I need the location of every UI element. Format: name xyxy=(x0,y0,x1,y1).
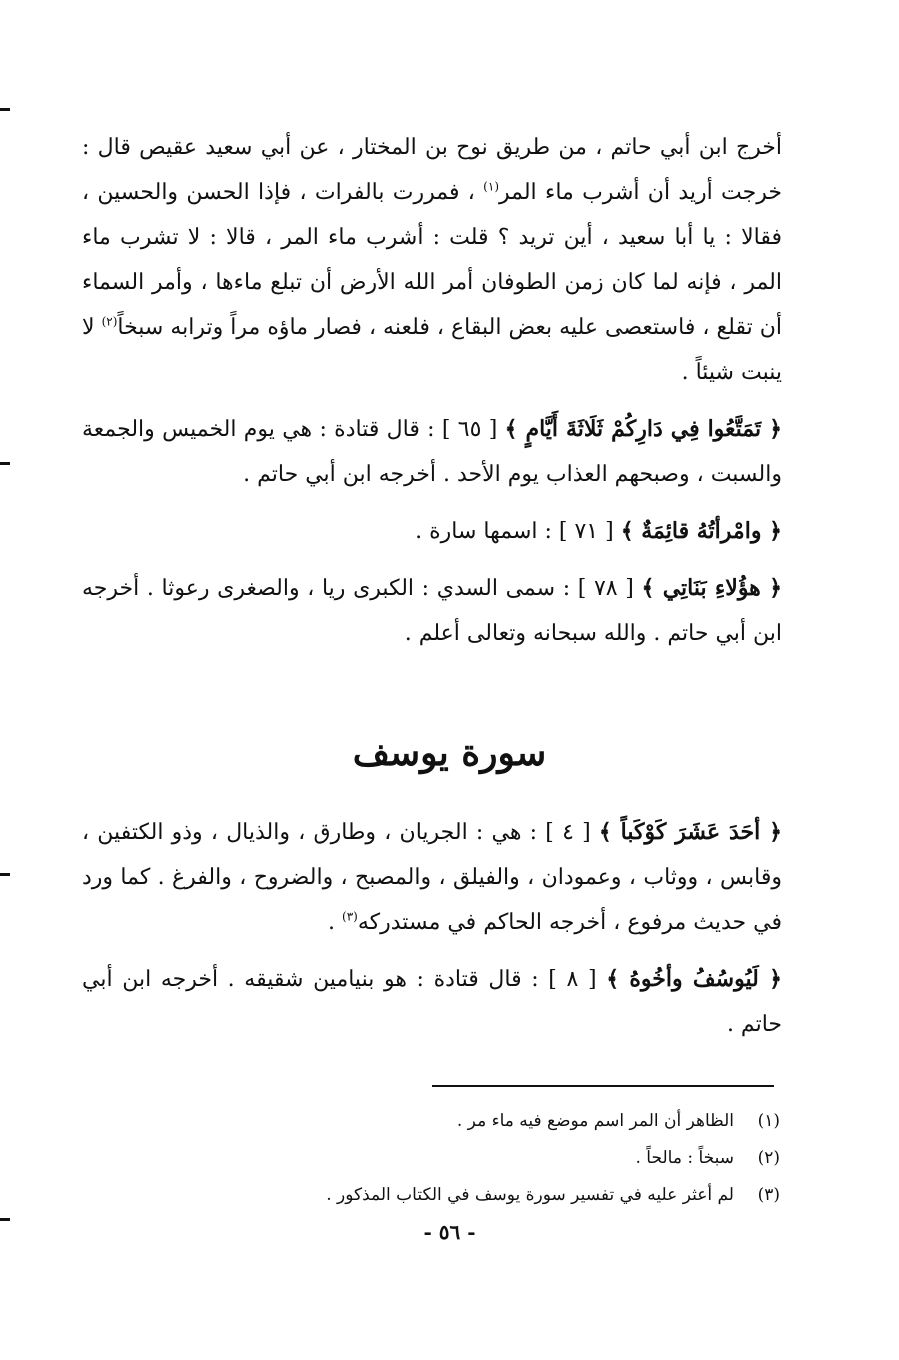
paragraph-three-days xyxy=(82,407,782,497)
verse-quote: ﴿ وامْرأتُهُ قائِمَةٌ ﴾ xyxy=(620,518,782,544)
paragraph-wife-standing xyxy=(82,509,782,554)
footnote-item xyxy=(300,1140,780,1177)
footnote-item xyxy=(300,1103,780,1140)
page-number: - ٥٦ - xyxy=(423,1220,476,1244)
paragraph-text: [ ٤ ] : هي : الجريان ، وطارق ، والذيال ، وذو الكتفين ، وقابس ، ووثاب ، وعمودان ، والفيلق ، والمصبح ، والضروح ، والفرغ . كما ورد في حديث مرفوع ، أخرجه الحاكم في مستدركه xyxy=(82,820,782,935)
margin-mark xyxy=(0,462,10,465)
paragraph-text: أخرج ابن أبي حاتم ، من طريق نوح بن المختار ، عن أبي سعيد عقيص قال : خرجت أريد أن أشرب ماء المر xyxy=(82,135,782,205)
footnote-text: لم أعثر عليه في تفسير سورة يوسف في الكتاب المذكور . xyxy=(326,1185,734,1205)
section-hud-end xyxy=(82,125,782,656)
paragraph-text: [ ٦٥ ] : قال قتادة : هي يوم الخميس والجمعة والسبت ، وصبحهم العذاب يوم الأحد . أخرجه ابن أبي حاتم . xyxy=(82,417,782,487)
footnotes xyxy=(300,1103,780,1214)
verse-quote: ﴿ تَمَتَّعُوا فِي دَارِكُمْ ثَلَاثَةَ أَيَّامٍ ﴾ xyxy=(504,416,783,442)
margin-mark xyxy=(0,873,10,876)
paragraph-text: . xyxy=(328,910,343,935)
footnote-ref-3[interactable]: (٣) xyxy=(342,909,358,924)
section-yusuf xyxy=(82,810,782,1047)
verse-quote: ﴿ لَيُوسُفُ وأخُوهُ ﴾ xyxy=(606,966,782,992)
footnote-number: (١) xyxy=(757,1111,780,1131)
footnote-text: سبخاً : مالحاً . xyxy=(635,1148,734,1168)
paragraph-yusuf-brother xyxy=(82,957,782,1047)
paragraph-text: [ ٧٨ ] : سمى السدي : الكبرى ريا ، والصغرى رعوثا . أخرجه ابن أبي حاتم . والله سبحانه وتعالى أعلم . xyxy=(82,576,782,646)
paragraph-text: ، فمررت بالفرات ، فإذا الحسن والحسين ، فقالا : يا أبا سعيد ، أين تريد ؟ قلت : أشرب ماء المر ، قالا : لا تشرب ماء المر ، فإنه لما كان زمن الطوفان أمر الله الأرض أن تبلع ماءها ، وأمر السماء أن تقلع ، فاستعصى عليه بعض البقاع ، فلعنه ، فصار ماؤه مراً وترابه سبخاً xyxy=(82,180,782,340)
surah-title: سورة يوسف xyxy=(352,732,547,774)
footnote-number: (٢) xyxy=(757,1148,780,1168)
margin-mark xyxy=(0,108,10,111)
paragraph-eleven-stars xyxy=(82,810,782,945)
paragraph-text: [ ٧١ ] : اسمها سارة . xyxy=(415,519,621,544)
footnote-text: الظاهر أن المر اسم موضع فيه ماء مر . xyxy=(456,1111,734,1131)
verse-quote: ﴿ هؤُلاءِ بَنَاتِي ﴾ xyxy=(641,575,782,601)
footnote-divider xyxy=(432,1085,774,1087)
paragraph-text: لا ينبت شيئاً . xyxy=(82,315,782,385)
footnote-number: (٣) xyxy=(757,1185,780,1205)
paragraph-noah-flood xyxy=(82,125,782,395)
paragraph-my-daughters xyxy=(82,566,782,656)
footnote-ref-2[interactable]: (٢) xyxy=(101,314,118,329)
footnote-item xyxy=(300,1177,780,1214)
footnote-ref-1[interactable]: (١) xyxy=(483,179,499,194)
paragraph-text: [ ٨ ] : قال قتادة : هو بنيامين شقيقه . أخرجه ابن أبي حاتم . xyxy=(82,967,782,1037)
verse-quote: ﴿ أحَدَ عَشَرَ كَوْكَباً ﴾ xyxy=(598,819,782,845)
